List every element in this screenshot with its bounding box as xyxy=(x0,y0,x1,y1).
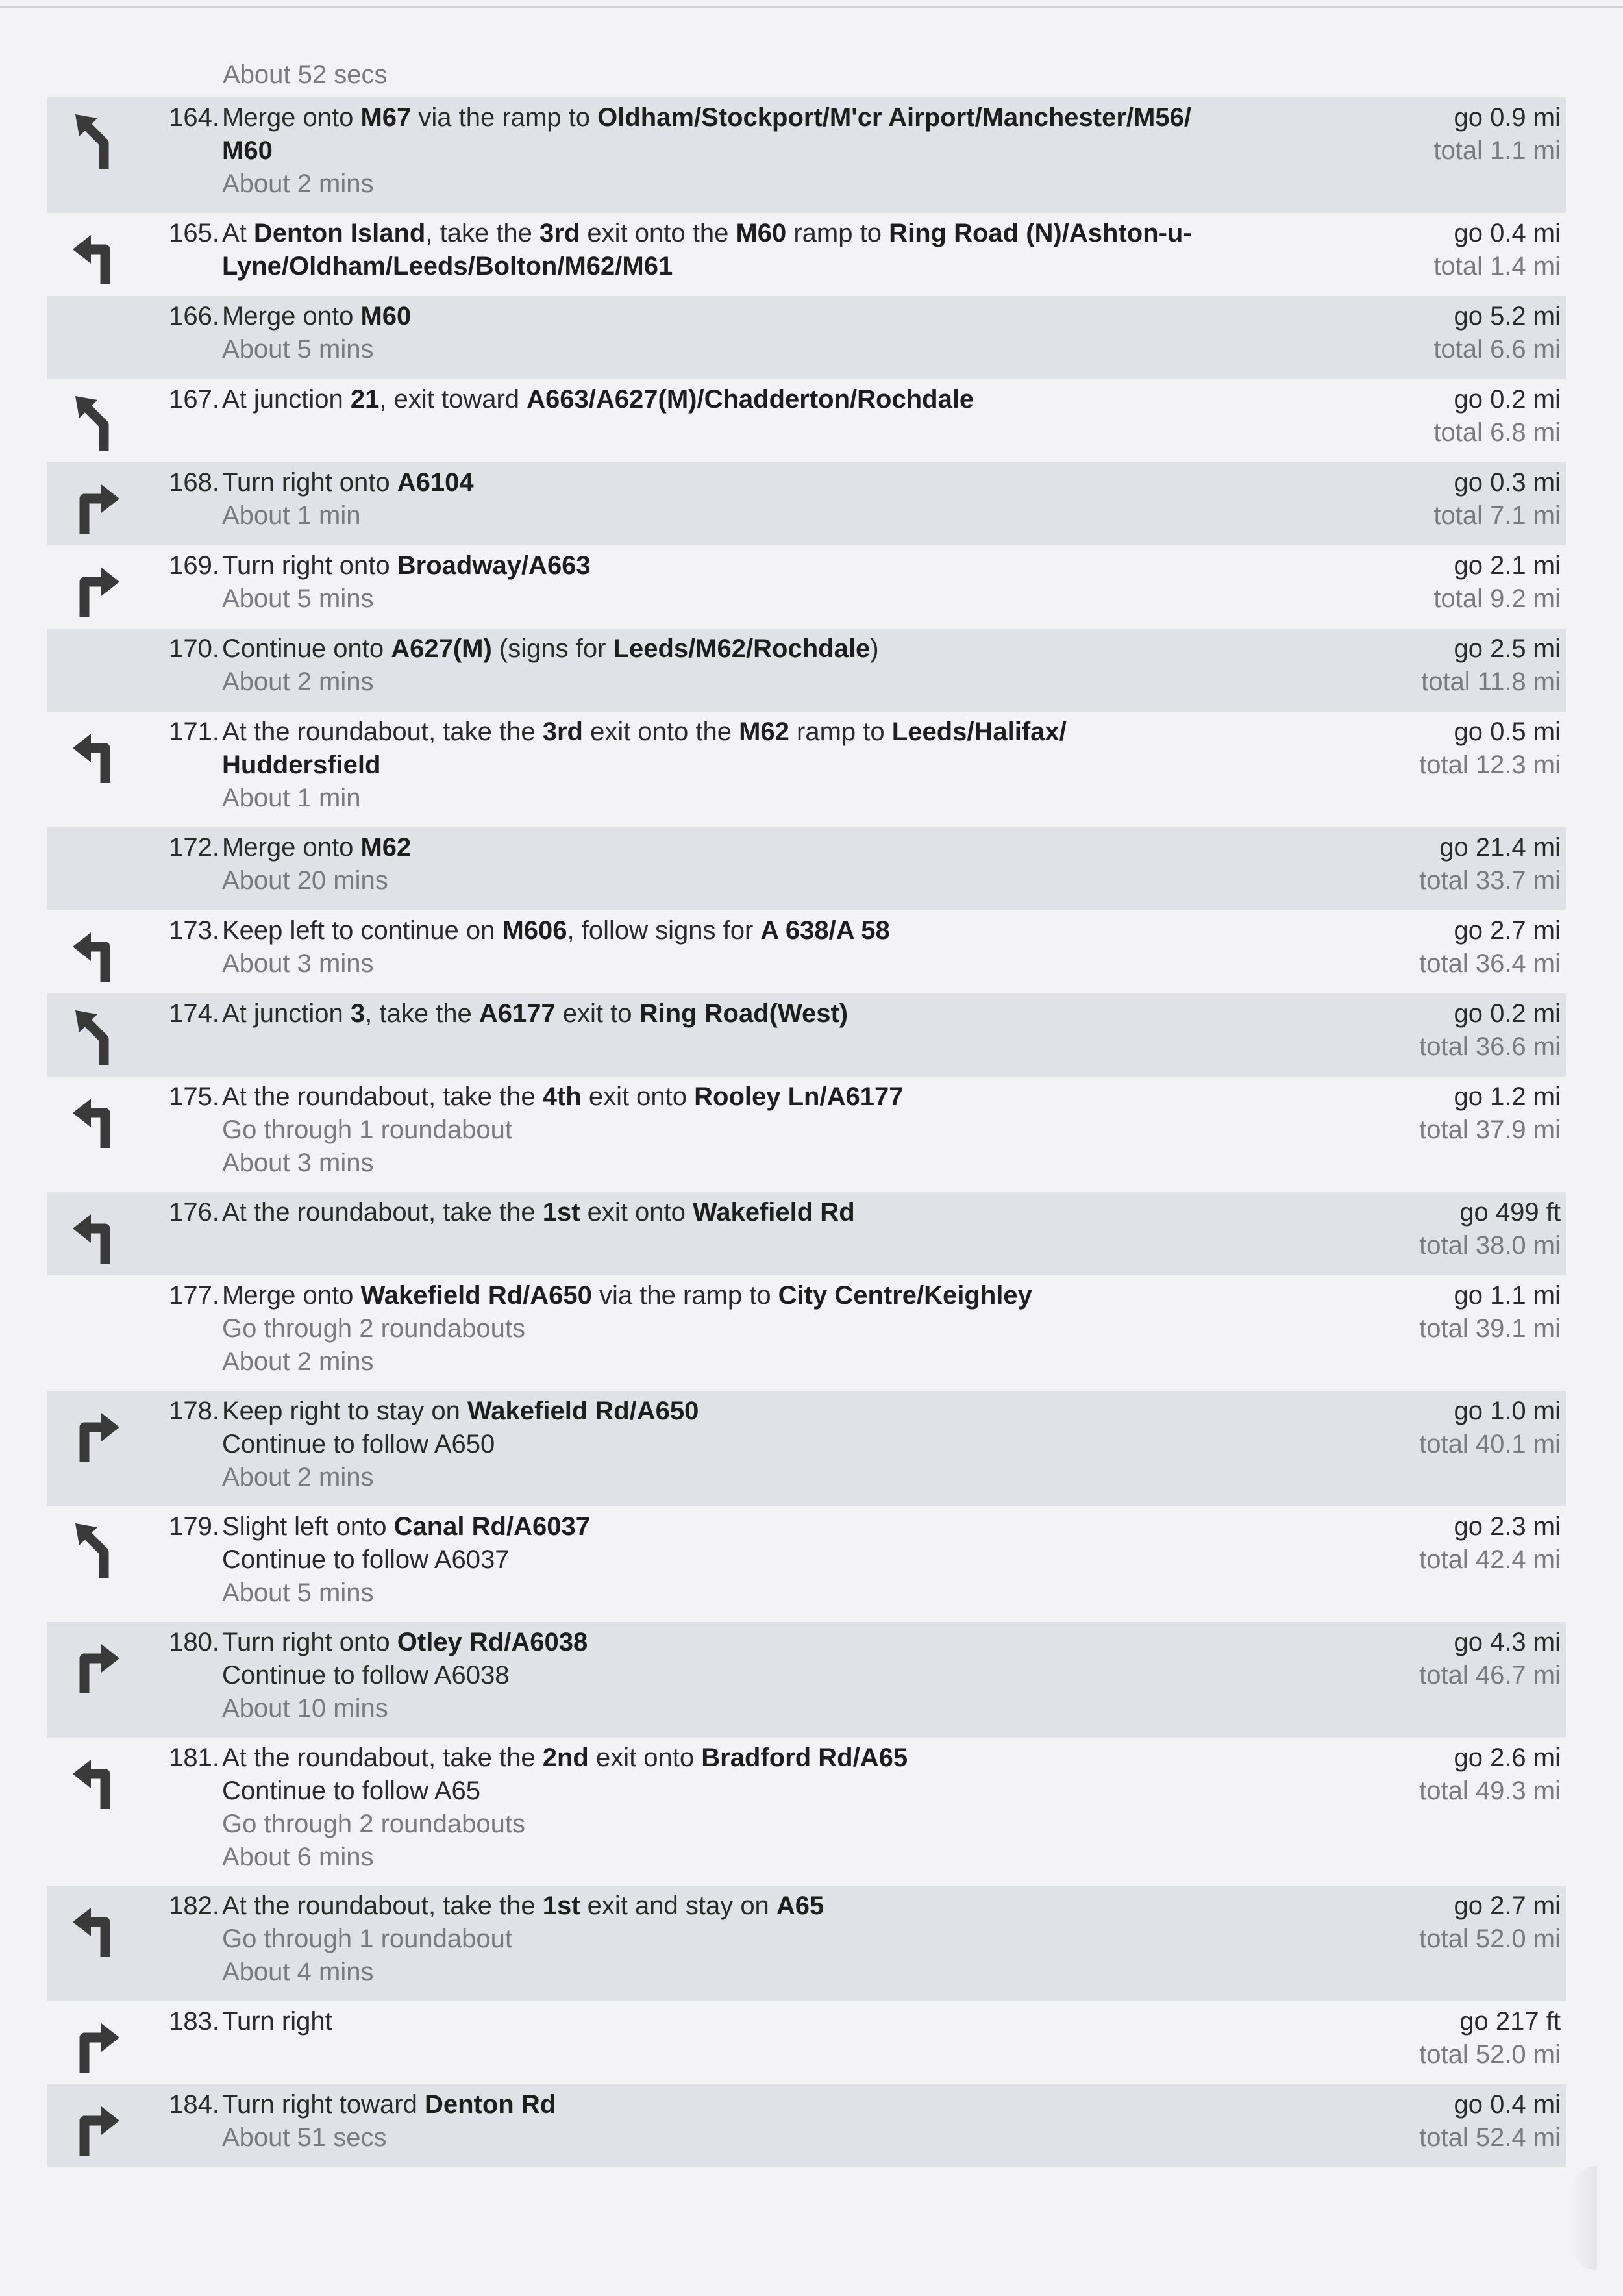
instruction-text: via the ramp to xyxy=(411,103,598,132)
road-name: M62 xyxy=(739,718,789,746)
instruction-text: (signs for xyxy=(491,634,613,663)
step-total-distance: total 36.6 mi xyxy=(1419,1032,1561,1061)
direction-step xyxy=(47,629,1566,712)
turn-right-arrow-icon xyxy=(65,2096,130,2161)
step-instruction xyxy=(222,383,1339,416)
step-go-distance: go 1.1 mi xyxy=(1454,1281,1561,1310)
step-total-distance: total 52.0 mi xyxy=(1419,1925,1561,1953)
step-go-distance: go 4.3 mi xyxy=(1454,1628,1561,1656)
step-continuation: Continue to follow A6038 xyxy=(222,1661,510,1690)
direction-step xyxy=(47,1391,1566,1506)
step-distance xyxy=(1346,101,1561,168)
step-distance xyxy=(1346,383,1561,449)
step-body xyxy=(222,716,1339,815)
step-note: About 51 secs xyxy=(222,2123,387,2152)
road-name: Otley Rd/A6038 xyxy=(397,1628,588,1656)
turn-right-arrow-icon xyxy=(65,1403,130,1467)
step-distance xyxy=(1346,1080,1561,1147)
step-instruction xyxy=(222,1890,1339,1923)
direction-step xyxy=(47,545,1566,629)
step-number: 182. xyxy=(169,1891,219,1920)
step-distance xyxy=(1346,716,1561,782)
step-go-distance: go 0.4 mi xyxy=(1454,2090,1561,2119)
step-go-distance: go 21.4 mi xyxy=(1439,833,1561,862)
direction-step xyxy=(47,827,1566,910)
step-note: About 3 mins xyxy=(222,1149,374,1177)
step-number: 174. xyxy=(169,999,219,1028)
step-body xyxy=(222,1196,1339,1229)
step-body xyxy=(222,1279,1339,1379)
step-total-distance: total 38.0 mi xyxy=(1419,1231,1561,1260)
direction-step xyxy=(47,379,1566,462)
road-name: Denton Island xyxy=(253,219,426,247)
instruction-text: Turn right onto xyxy=(222,1628,397,1656)
turn-right-arrow-icon xyxy=(65,2013,130,2078)
road-name: A663/A627(M)/Chadderton/Rochdale xyxy=(527,385,974,414)
road-name: Canal Rd/A6037 xyxy=(393,1512,590,1541)
step-total-distance: total 33.7 mi xyxy=(1419,866,1561,895)
step-number: 180. xyxy=(169,1628,219,1656)
step-body xyxy=(222,997,1339,1030)
step-instruction xyxy=(222,101,1339,134)
step-instruction xyxy=(222,549,1339,582)
road-name: M67 xyxy=(360,103,412,132)
instruction-text: At the roundabout, take the xyxy=(222,1743,543,1772)
instruction-text: ramp to xyxy=(786,219,889,247)
page-curl-shadow xyxy=(1571,2166,1597,2270)
step-body xyxy=(222,2005,1339,2038)
instruction-text: , take the xyxy=(365,999,479,1028)
step-total-distance: total 39.1 mi xyxy=(1419,1314,1561,1343)
direction-step xyxy=(47,97,1566,213)
step-number: 181. xyxy=(169,1743,219,1772)
road-name: A627(M) xyxy=(391,634,492,663)
step-go-distance: go 1.0 mi xyxy=(1454,1397,1561,1425)
step-note: About 2 mins xyxy=(222,1463,374,1491)
road-name: M606 xyxy=(502,916,567,945)
step-number: 178. xyxy=(169,1397,219,1425)
step-instruction xyxy=(222,134,1339,168)
road-name: 3rd xyxy=(539,219,580,247)
slight-left-arrow-icon xyxy=(65,1518,130,1583)
step-go-distance: go 2.6 mi xyxy=(1454,1743,1561,1772)
step-total-distance: total 46.7 mi xyxy=(1419,1661,1561,1690)
road-name: A65 xyxy=(776,1891,824,1920)
step-note: About 2 mins xyxy=(222,1347,374,1376)
step-note: About 5 mins xyxy=(222,584,374,613)
step-number: 166. xyxy=(169,302,219,331)
step-total-distance: total 37.9 mi xyxy=(1419,1116,1561,1144)
step-body xyxy=(222,1890,1339,1989)
road-name: Leeds/M62/Rochdale xyxy=(613,634,871,663)
step-go-distance: go 2.7 mi xyxy=(1454,1891,1561,1920)
step-go-distance: go 2.5 mi xyxy=(1454,634,1561,663)
road-name: Wakefield Rd/A650 xyxy=(467,1397,699,1425)
direction-step xyxy=(47,2084,1566,2167)
instruction-text: exit and stay on xyxy=(580,1891,776,1920)
road-name: Huddersfield xyxy=(222,751,381,779)
instruction-text: At the roundabout, take the xyxy=(222,1082,543,1111)
step-distance xyxy=(1346,1196,1561,1262)
step-go-distance: go 2.1 mi xyxy=(1454,551,1561,580)
step-distance xyxy=(1346,1510,1561,1577)
step-instruction xyxy=(222,1395,1339,1428)
step-note: About 5 mins xyxy=(222,335,374,364)
step-number: 175. xyxy=(169,1082,219,1111)
instruction-text: Turn right onto xyxy=(222,551,397,580)
step-number: 169. xyxy=(169,551,219,580)
road-name: Rooley Ln/A6177 xyxy=(694,1082,904,1111)
instruction-text: Turn right toward xyxy=(222,2090,425,2119)
step-body xyxy=(222,466,1339,532)
road-name: 2nd xyxy=(542,1743,589,1772)
step-total-distance: total 49.3 mi xyxy=(1419,1777,1561,1805)
step-number: 173. xyxy=(169,916,219,945)
step-number: 176. xyxy=(169,1198,219,1227)
step-total-distance: total 1.1 mi xyxy=(1433,136,1561,165)
step-instruction xyxy=(222,300,1339,333)
step-distance xyxy=(1346,300,1561,366)
step-go-distance: go 0.3 mi xyxy=(1454,468,1561,497)
step-instruction xyxy=(222,2088,1339,2121)
road-name: A 638/A 58 xyxy=(760,916,890,945)
step-note: About 10 mins xyxy=(222,1694,388,1723)
step-go-distance: go 2.7 mi xyxy=(1454,916,1561,945)
step-instruction xyxy=(222,632,1339,666)
road-name: Ring Road (N)/Ashton-u- xyxy=(889,219,1192,247)
turn-left-arrow-icon xyxy=(65,225,130,290)
instruction-text: exit onto xyxy=(580,1198,693,1227)
instruction-text: Keep right to stay on xyxy=(222,1397,468,1425)
step-total-distance: total 7.1 mi xyxy=(1433,501,1561,530)
step-number: 168. xyxy=(169,468,219,497)
step-instruction xyxy=(222,749,1339,782)
step-total-distance: total 1.4 mi xyxy=(1433,252,1561,281)
step-body xyxy=(222,1395,1339,1494)
step-total-distance: total 42.4 mi xyxy=(1419,1545,1561,1574)
turn-left-arrow-icon xyxy=(65,1749,130,1814)
direction-step xyxy=(47,1738,1566,1886)
instruction-text: At xyxy=(222,219,254,247)
step-number: 177. xyxy=(169,1281,219,1310)
instruction-text: At the roundabout, take the xyxy=(222,1891,543,1920)
instruction-text: exit to xyxy=(555,999,639,1028)
road-name: 1st xyxy=(542,1891,580,1920)
step-body xyxy=(222,1080,1339,1180)
step-instruction xyxy=(222,1279,1339,1312)
instruction-text: At the roundabout, take the xyxy=(222,718,543,746)
instruction-text: At junction xyxy=(222,385,351,414)
instruction-text: Continue onto xyxy=(222,634,391,663)
step-instruction xyxy=(222,997,1339,1030)
step-number: 164. xyxy=(169,103,219,132)
step-instruction xyxy=(222,716,1339,749)
direction-step xyxy=(47,1077,1566,1192)
step-distance xyxy=(1346,632,1561,699)
road-name: Bradford Rd/A65 xyxy=(701,1743,908,1772)
road-name: 3 xyxy=(350,999,365,1028)
step-continuation: Continue to follow A65 xyxy=(222,1777,481,1805)
instruction-text: Turn right xyxy=(222,2007,332,2036)
direction-step xyxy=(47,462,1566,545)
instruction-text: At the roundabout, take the xyxy=(222,1198,543,1227)
step-number: 170. xyxy=(169,634,219,663)
step-note: About 5 mins xyxy=(222,1578,374,1607)
step-body xyxy=(222,217,1339,283)
step-instruction xyxy=(222,831,1339,864)
step-distance xyxy=(1346,217,1561,283)
step-body xyxy=(222,1510,1339,1610)
step-note: Go through 2 roundabouts xyxy=(222,1314,526,1343)
direction-step xyxy=(47,1275,1566,1391)
road-name: 3rd xyxy=(542,718,583,746)
instruction-text: ) xyxy=(870,634,879,663)
direction-step xyxy=(47,993,1566,1077)
step-total-distance: total 11.8 mi xyxy=(1421,668,1561,696)
step-body xyxy=(222,549,1339,616)
step-go-distance: go 5.2 mi xyxy=(1454,302,1561,331)
step-instruction xyxy=(222,1080,1339,1114)
instruction-text: Turn right onto xyxy=(222,468,397,497)
step-note: Go through 1 roundabout xyxy=(222,1116,513,1144)
step-note: About 4 mins xyxy=(222,1958,374,1986)
road-name: Ring Road(West) xyxy=(639,999,849,1028)
step-number: 183. xyxy=(169,2007,219,2036)
road-name: M60 xyxy=(736,219,787,247)
direction-step xyxy=(47,2001,1566,2084)
direction-step xyxy=(47,1506,1566,1622)
step-body xyxy=(222,1626,1339,1725)
instruction-text: , take the xyxy=(425,219,540,247)
road-name: 4th xyxy=(542,1082,582,1111)
turn-left-arrow-icon xyxy=(65,922,130,987)
step-instruction xyxy=(222,2005,1339,2038)
step-total-distance: total 40.1 mi xyxy=(1419,1430,1561,1458)
step-total-distance: total 9.2 mi xyxy=(1433,584,1561,613)
road-name: Denton Rd xyxy=(424,2090,556,2119)
step-instruction xyxy=(222,914,1339,947)
previous-step-duration: About 52 secs xyxy=(223,60,388,89)
road-name: M60 xyxy=(360,302,412,331)
step-body xyxy=(222,383,1339,416)
step-go-distance: go 0.2 mi xyxy=(1454,999,1561,1028)
instruction-text: exit onto the xyxy=(582,718,739,746)
step-continuation: Continue to follow A6037 xyxy=(222,1545,510,1574)
step-distance xyxy=(1346,914,1561,980)
step-body xyxy=(222,914,1339,980)
step-distance xyxy=(1346,1279,1561,1345)
direction-step xyxy=(47,1886,1566,2001)
step-continuation: Continue to follow A650 xyxy=(222,1430,495,1458)
step-distance xyxy=(1346,997,1561,1064)
turn-left-arrow-icon xyxy=(65,723,130,788)
step-go-distance: go 217 ft xyxy=(1459,2007,1561,2036)
step-number: 165. xyxy=(169,219,219,247)
step-note: About 20 mins xyxy=(222,866,388,895)
road-name: Wakefield Rd xyxy=(692,1198,855,1227)
page-top-edge xyxy=(0,6,1623,8)
road-name: A6104 xyxy=(397,468,474,497)
step-note: About 1 min xyxy=(222,501,361,530)
step-distance xyxy=(1346,831,1561,897)
step-go-distance: go 1.2 mi xyxy=(1454,1082,1561,1111)
instruction-text: via the ramp to xyxy=(591,1281,778,1310)
step-instruction xyxy=(222,1741,1339,1775)
step-number: 172. xyxy=(169,833,219,862)
turn-right-arrow-icon xyxy=(65,474,130,539)
instruction-text: exit onto xyxy=(581,1082,695,1111)
instruction-text: exit onto xyxy=(588,1743,702,1772)
step-distance xyxy=(1346,1626,1561,1692)
slight-left-arrow-icon xyxy=(65,391,130,456)
step-go-distance: go 499 ft xyxy=(1459,1198,1561,1227)
direction-step xyxy=(47,296,1566,379)
step-number: 167. xyxy=(169,385,219,414)
slight-left-arrow-icon xyxy=(65,109,130,174)
step-distance xyxy=(1346,1395,1561,1461)
step-note: About 2 mins xyxy=(222,169,374,198)
step-body xyxy=(222,300,1339,366)
instruction-text: Slight left onto xyxy=(222,1512,394,1541)
road-name: Wakefield Rd/A650 xyxy=(360,1281,592,1310)
instruction-text: , exit toward xyxy=(379,385,527,414)
road-name: 21 xyxy=(350,385,380,414)
direction-step xyxy=(47,712,1566,827)
step-total-distance: total 6.8 mi xyxy=(1433,418,1561,447)
direction-step xyxy=(47,1192,1566,1275)
step-instruction xyxy=(222,1510,1339,1543)
instruction-text: exit onto the xyxy=(580,219,736,247)
step-note: About 2 mins xyxy=(222,668,374,696)
step-total-distance: total 52.0 mi xyxy=(1419,2040,1561,2069)
road-name: 1st xyxy=(542,1198,580,1227)
instruction-text: At junction xyxy=(222,999,351,1028)
road-name: Lyne/Oldham/Leeds/Bolton/M62/M61 xyxy=(222,252,673,281)
turn-left-arrow-icon xyxy=(65,1897,130,1962)
turn-left-arrow-icon xyxy=(65,1088,130,1153)
slight-left-arrow-icon xyxy=(65,1005,130,1070)
road-name: M62 xyxy=(360,833,412,862)
turn-left-arrow-icon xyxy=(65,1204,130,1269)
step-body xyxy=(222,632,1339,699)
directions-list xyxy=(47,97,1566,2167)
instruction-text: Merge onto xyxy=(222,833,361,862)
step-instruction xyxy=(222,1626,1339,1659)
step-total-distance: total 52.4 mi xyxy=(1419,2123,1561,2152)
step-distance xyxy=(1346,2005,1561,2071)
road-name: City Centre/Keighley xyxy=(778,1281,1032,1310)
direction-step xyxy=(47,1622,1566,1738)
step-go-distance: go 0.2 mi xyxy=(1454,385,1561,414)
instruction-text: Keep left to continue on xyxy=(222,916,502,945)
instruction-text: Merge onto xyxy=(222,103,361,132)
step-body xyxy=(222,1741,1339,1874)
step-note: About 3 mins xyxy=(222,949,374,978)
step-instruction xyxy=(222,466,1339,499)
step-note: Go through 1 roundabout xyxy=(222,1925,513,1953)
step-instruction xyxy=(222,1196,1339,1229)
road-name: M60 xyxy=(222,136,273,165)
step-number: 171. xyxy=(169,718,219,746)
step-total-distance: total 36.4 mi xyxy=(1419,949,1561,978)
turn-right-arrow-icon xyxy=(65,1634,130,1699)
step-distance xyxy=(1346,2088,1561,2154)
step-number: 184. xyxy=(169,2090,219,2119)
step-note: Go through 2 roundabouts xyxy=(222,1810,526,1838)
road-name: Leeds/Halifax/ xyxy=(891,718,1067,746)
instruction-text: Merge onto xyxy=(222,302,361,331)
direction-step xyxy=(47,213,1566,296)
step-distance xyxy=(1346,549,1561,616)
step-total-distance: total 6.6 mi xyxy=(1433,335,1561,364)
step-total-distance: total 12.3 mi xyxy=(1419,751,1561,779)
step-note: About 1 min xyxy=(222,784,361,812)
step-distance xyxy=(1346,1741,1561,1808)
step-instruction xyxy=(222,250,1339,283)
road-name: Broadway/A663 xyxy=(397,551,591,580)
road-name: A6177 xyxy=(478,999,556,1028)
step-go-distance: go 2.3 mi xyxy=(1454,1512,1561,1541)
road-name: Oldham/Stockport/M'cr Airport/Manchester/M56/ xyxy=(597,103,1191,132)
step-go-distance: go 0.5 mi xyxy=(1454,718,1561,746)
step-go-distance: go 0.4 mi xyxy=(1454,219,1561,247)
step-distance xyxy=(1346,1890,1561,1956)
step-go-distance: go 0.9 mi xyxy=(1454,103,1561,132)
step-note: About 6 mins xyxy=(222,1843,374,1871)
instruction-text: , follow signs for xyxy=(567,916,761,945)
direction-step xyxy=(47,910,1566,993)
instruction-text: ramp to xyxy=(789,718,892,746)
step-distance xyxy=(1346,466,1561,532)
step-number: 179. xyxy=(169,1512,219,1541)
step-instruction xyxy=(222,217,1339,250)
step-body xyxy=(222,831,1339,897)
turn-right-arrow-icon xyxy=(65,557,130,622)
step-body xyxy=(222,101,1339,201)
instruction-text: Merge onto xyxy=(222,1281,361,1310)
step-body xyxy=(222,2088,1339,2154)
